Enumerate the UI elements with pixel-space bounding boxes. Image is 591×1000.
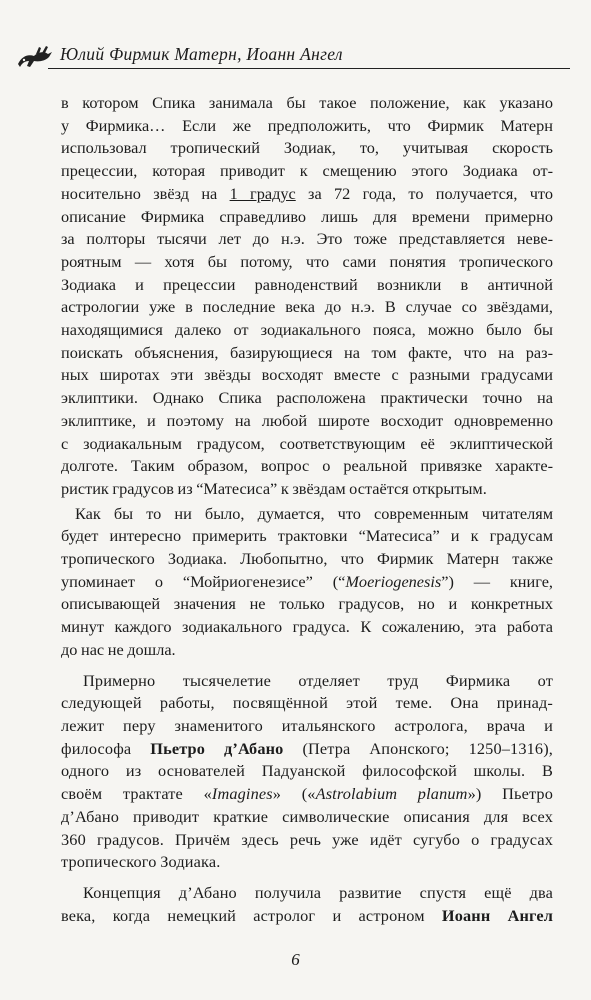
text-line: долготе. Таким образом, вопрос о реальной привязке характе- — [61, 456, 553, 476]
text-line: д’Абано приводит краткие символические описания для всех — [61, 806, 553, 826]
text-line: минут каждого зодиакального градуса. К сожалению, эта работа — [61, 617, 553, 637]
text-line: поискать объяснения, базирующиеся на том факте, что на раз- — [61, 342, 553, 362]
text-line: использовал тропический Зодиак, то, учитывая скорость — [61, 138, 553, 158]
text-line: Примерно тысячелетие отделяет труд Фирмика от — [83, 670, 553, 690]
text-line: тропического Зодиака. — [61, 852, 221, 872]
running-title: Юлий Фирмик Матерн, Иоанн Ангел — [60, 44, 343, 64]
text-line: эклиптике, и поэтому на любой широте восходит одновременно — [61, 410, 553, 430]
text-line: своём трактате «Imagines» («Astrolabium planum») Пьетро — [61, 784, 553, 804]
text-line: Как бы то ни было, думается, что современным читателям — [75, 503, 553, 523]
text-line: века, когда немецкий астролог и астроном Иоанн Ангел — [61, 905, 554, 925]
paragraph-3 — [61, 670, 553, 874]
paragraph-1 — [61, 92, 553, 501]
bold-name: Пьетро д’Абано — [150, 738, 284, 758]
zodiac-figure-icon — [14, 42, 54, 70]
text-line: ных широтах эти звёзды восходят вместе с разными градусами — [61, 365, 553, 385]
text-line: одного из основателей Падуанской философской школы. В — [61, 761, 553, 781]
text-line: Зодиака и прецессии равноденствий возникли в античной — [61, 274, 553, 294]
italic-title: Imagines — [211, 784, 273, 804]
paragraph-2 — [61, 503, 553, 662]
text-line: упоминает о “Мойриогенезисе” (“Moeriogenesis”) — книге, — [61, 571, 553, 591]
paragraph-4 — [61, 882, 553, 927]
text-line: в котором Спика занимала бы такое положение, как указано — [61, 93, 553, 112]
text-line: роятным — хотя бы потому, что сами понятия тропического — [61, 251, 553, 271]
text-line: астрологии уже в последние века до н.э. В случае со звёздами, — [61, 297, 553, 317]
text-line: с зодиакальным градусом, соответствующим её эклиптической — [61, 433, 553, 453]
text-line: тропического Зодиака. Любопытно, что Фирмик Матерн также — [61, 549, 553, 569]
text-line: будет интересно примерить трактовки “Матесиса” и к градусам — [61, 526, 553, 546]
text-line: эклиптики. Однако Спика расположена практически точно на — [61, 388, 553, 408]
italic-title: Astrolabium planum — [315, 784, 468, 804]
page-text — [61, 92, 553, 927]
text-line: описывающей значения не только градусов, но и конкретных — [61, 594, 553, 614]
text-line: до нас не дошла. — [61, 639, 176, 659]
text-line: философа Пьетро д’Абано (Петра Апонского; 1250–1316), — [61, 738, 553, 758]
text-line: носительно звёзд на 1 градус за 72 года, то получается, что — [61, 183, 553, 203]
text-line: за полторы тысячи лет до н.э. Это тоже представляется неве- — [61, 229, 553, 249]
header-rule — [48, 68, 570, 69]
underlined-term: 1 градус — [229, 183, 296, 203]
running-header — [14, 42, 570, 72]
text-line: следующей работы, посвящённой этой теме. Она принад- — [61, 693, 553, 713]
text-line: ристик градусов из “Матесиса” к звёздам остаётся открытым. — [61, 478, 487, 498]
text-line: находящимися далеко от зодиакального пояса, можно было бы — [61, 320, 553, 340]
text-line: у Фирмика… Если же предположить, что Фирмик Матерн — [61, 115, 553, 135]
italic-title: Moeriogenesis — [345, 571, 442, 591]
text-line: Концепция д’Абано получила развитие спустя ещё два — [83, 882, 553, 902]
bold-name: Иоанн Ангел — [441, 905, 554, 925]
text-line: 360 градусов. Причём здесь речь уже идёт сугубо о градусах — [61, 829, 553, 849]
page-number: 6 — [291, 950, 300, 969]
text-line: прецессии, которая приводит к смещению этого Зодиака от- — [61, 161, 553, 181]
text-line: лежит перу знаменитого итальянского астролога, врача и — [61, 715, 553, 735]
text-line: описание Фирмика справедливо лишь для времени примерно — [61, 206, 553, 226]
